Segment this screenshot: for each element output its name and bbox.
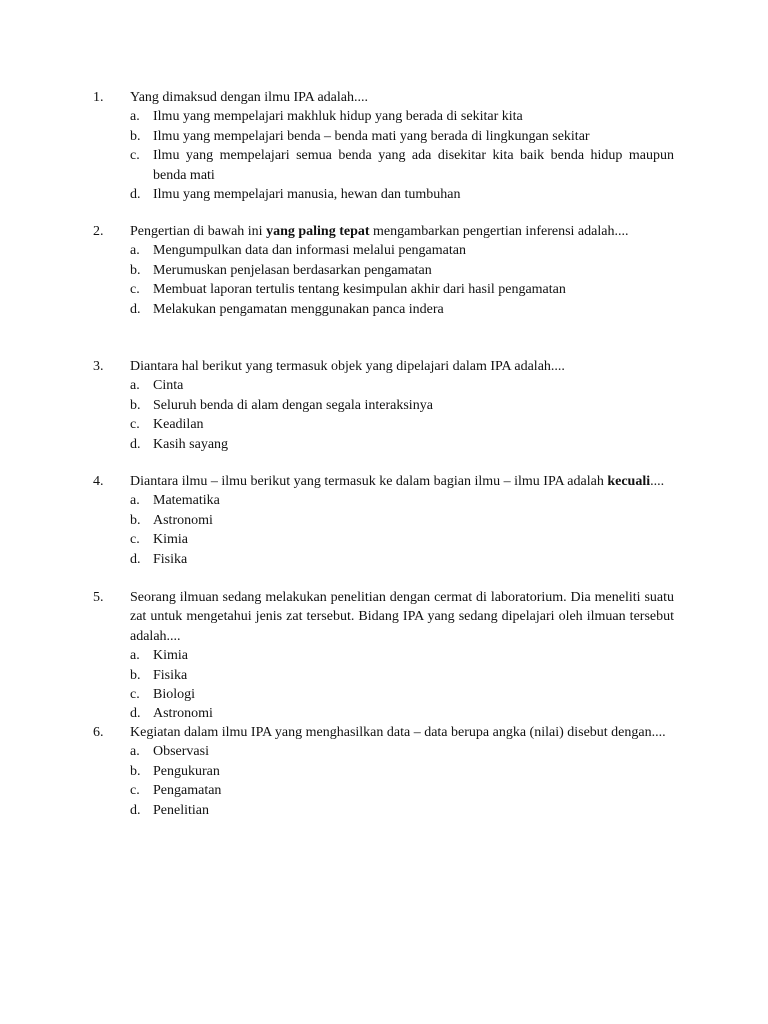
option-a [130,742,674,761]
question-number: 1. [93,90,104,105]
option-text: Observasi [153,744,209,760]
option-text: Ilmu yang mempelajari manusia, hewan dan tumbuhan [153,187,461,203]
question-1 [0,88,768,204]
option-text: Fisika [153,551,188,567]
option-letter: c. [130,282,140,298]
option-a [130,241,674,260]
question-4 [0,472,768,569]
option-c [130,530,674,549]
option-text: Keadilan [153,417,204,433]
option-c [130,415,674,434]
option-text: Penelitian [153,802,209,818]
question-text-emphasis: kecuali [607,474,651,489]
question-text-pre: Diantara ilmu – ilmu berikut yang termasuk ke dalam bagian ilmu – ilmu IPA adalah [130,474,608,489]
question-text-post: mengambarkan pengertian inferensi adalah.... [369,224,629,239]
option-letter: c. [130,532,140,548]
option-text: Kimia [153,648,188,664]
option-text: Ilmu yang mempelajari benda – benda mati yang berada di lingkungan sekitar [153,128,590,144]
option-text: Kimia [153,532,188,548]
option-text: Ilmu yang mempelajari semua benda yang ada disekitar kita baik benda hidup maupun benda mati [153,148,674,183]
question-3 [0,357,768,454]
question-number: 6. [93,725,104,740]
question-text-emphasis: yang paling tepat [266,224,370,239]
option-a [130,376,674,395]
option-letter: b. [130,512,141,528]
question-text-pre: Pengertian di bawah ini [130,224,267,239]
question-text: Yang dimaksud dengan ilmu IPA adalah.... [130,90,368,105]
option-c [130,280,674,299]
options-list [0,241,768,319]
option-letter: b. [130,128,141,144]
option-letter: d. [130,187,141,203]
question-text [130,472,674,491]
option-letter: b. [130,262,141,278]
option-text: Mengumpulkan data dan informasi melalui pengamatan [153,243,466,259]
option-text: Biologi [153,687,196,703]
question-text: Diantara hal berikut yang termasuk objek yang dipelajari dalam IPA adalah.... [130,359,565,374]
option-b [130,666,674,685]
options-list [0,742,768,820]
option-text: Astronomi [153,512,213,528]
option-b [130,261,674,280]
option-letter: a. [130,243,140,259]
option-text: Seluruh benda di alam dengan segala interaksinya [153,397,433,413]
option-letter: d. [130,551,141,567]
option-letter: b. [130,397,141,413]
options-list [0,491,768,569]
option-letter: a. [130,648,140,664]
question-2 [0,222,768,319]
option-b [130,127,674,146]
option-a [130,646,674,665]
option-text: Fisika [153,667,188,683]
option-b [130,396,674,415]
question-6 [0,723,768,820]
option-letter: b. [130,667,141,683]
option-d [130,300,674,319]
question-text-post: .... [650,474,665,489]
option-c [130,685,674,704]
option-text: Merumuskan penjelasan berdasarkan pengamatan [153,262,432,278]
option-letter: a. [130,378,140,394]
option-text: Pengukuran [153,763,220,779]
option-text: Cinta [153,378,184,394]
option-c [130,146,674,185]
option-letter: a. [130,493,140,509]
option-letter: d. [130,706,141,722]
option-d [130,704,674,723]
option-text: Melakukan pengamatan menggunakan panca indera [153,301,444,317]
option-b [130,511,674,530]
question-number: 3. [93,359,104,374]
option-letter: c. [130,687,140,703]
option-letter: d. [130,436,141,452]
option-letter: c. [130,417,140,433]
option-d [130,801,674,820]
option-a [130,107,674,126]
option-a [130,491,674,510]
option-c [130,781,674,800]
option-text: Kasih sayang [153,436,229,452]
option-letter: a. [130,744,140,760]
option-letter: d. [130,301,141,317]
options-list [0,376,768,454]
option-letter: c. [130,783,140,799]
option-text: Membuat laporan tertulis tentang kesimpulan akhir dari hasil pengamatan [153,282,566,298]
option-d [130,550,674,569]
option-text: Pengamatan [153,783,222,799]
option-d [130,435,674,454]
question-number: 4. [93,474,104,489]
question-number: 5. [93,590,104,605]
option-letter: d. [130,802,141,818]
question-number: 2. [93,224,104,239]
option-d [130,185,674,204]
question-text: Seorang ilmuan sedang melakukan penelitian dengan cermat di laboratorium. Dia meneliti suatu zat untuk mengetahui jenis zat tersebut. Bidang IPA yang sedang dipelajari oleh ilmuan tersebut adalah.... [130,590,674,644]
option-letter: a. [130,109,140,125]
option-text: Astronomi [153,706,213,722]
option-letter: b. [130,763,141,779]
question-5 [0,588,768,724]
question-text [130,222,674,241]
options-list [0,646,768,724]
options-list [0,107,768,204]
option-text: Ilmu yang mempelajari makhluk hidup yang berada di sekitar kita [153,109,523,125]
option-b [130,762,674,781]
option-letter: c. [130,148,140,164]
question-text: Kegiatan dalam ilmu IPA yang menghasilkan data – data berupa angka (nilai) disebut dengan.... [130,725,666,740]
option-text: Matematika [153,493,220,509]
